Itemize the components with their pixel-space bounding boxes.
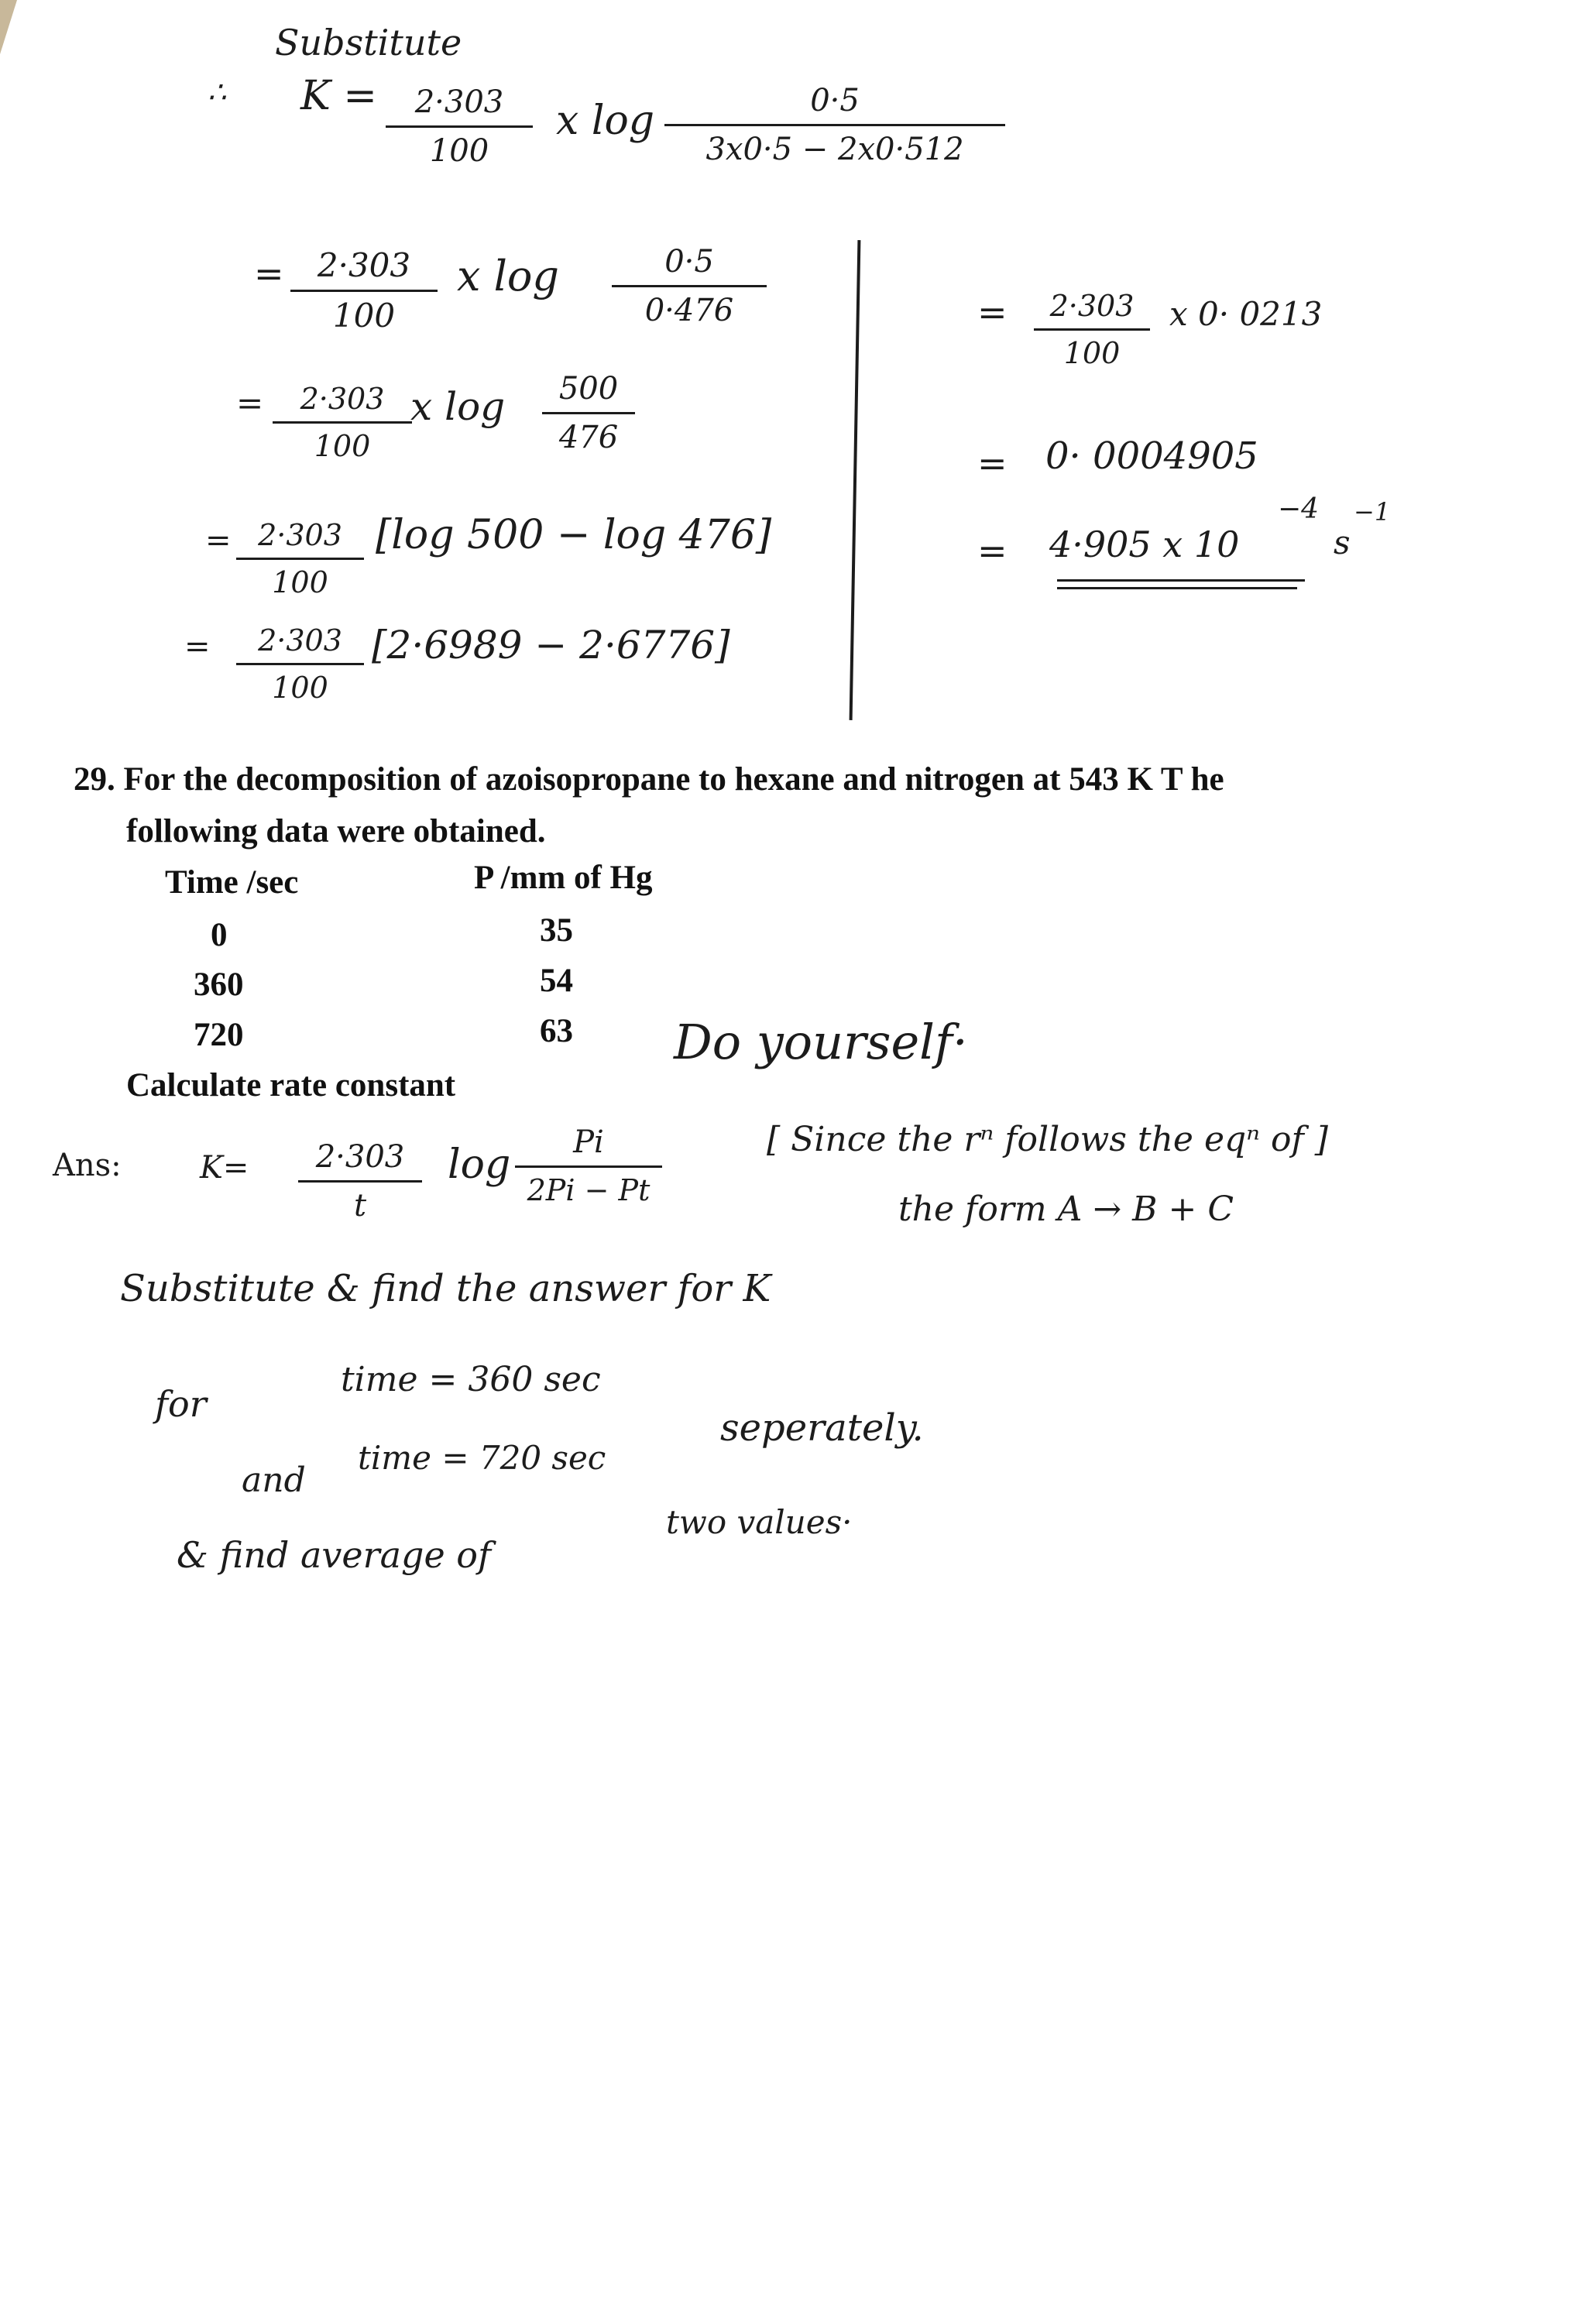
result-3-unit-exponent: −1 xyxy=(1354,497,1391,527)
step-3-numerator: 2·303 xyxy=(300,382,385,416)
step-3-fraction xyxy=(273,384,412,461)
therefore-symbol: ∴ xyxy=(208,75,227,109)
time-720: time = 720 sec xyxy=(358,1439,606,1477)
step-3-equals: = xyxy=(236,384,264,422)
step-3-log-numerator: 500 xyxy=(558,371,619,407)
table-header-time: Time /sec xyxy=(165,864,299,901)
step-2-numerator: 2·303 xyxy=(317,246,411,284)
result-3-value: 4·905 x 10 xyxy=(1049,524,1240,565)
step-5-numerator: 2·303 xyxy=(258,623,342,657)
table-time-0: 0 xyxy=(211,917,228,953)
question-line-1: 29. For the decomposition of azoisopropane to hexane and nitrogen at 543 K T he xyxy=(74,761,1224,798)
step-4-fraction xyxy=(236,520,364,597)
step-5-denominator: 100 xyxy=(272,671,328,705)
since-note-line-2: the form A → B + C xyxy=(898,1189,1234,1229)
result-underline-2 xyxy=(1057,587,1297,589)
step-2-denominator: 100 xyxy=(332,297,396,335)
and-word: and xyxy=(242,1461,306,1500)
log-fraction-1-numerator: 0·5 xyxy=(810,83,860,118)
two-values: two values· xyxy=(666,1503,853,1541)
step-5-equals: = xyxy=(184,629,211,664)
result-2-equals: = xyxy=(977,442,1008,484)
fraction-1-denominator: 100 xyxy=(429,133,489,169)
answer-log-numerator: Pi xyxy=(573,1124,604,1160)
since-note-line-1: [ Since the rⁿ follows the eqⁿ of ] xyxy=(767,1120,1328,1159)
vertical-divider xyxy=(850,240,861,720)
result-1-equals: = xyxy=(977,291,1008,333)
step-4-expression: [log 500 − log 476] xyxy=(376,512,772,558)
table-pressure-2: 63 xyxy=(540,1013,573,1049)
step-4-denominator: 100 xyxy=(272,565,328,599)
do-yourself-note: Do yourself· xyxy=(674,1014,968,1070)
answer-k-denominator: t xyxy=(353,1188,367,1224)
result-3-exponent: −4 xyxy=(1278,493,1320,525)
step-2-log-denominator: 0·476 xyxy=(644,293,734,328)
log-fraction-1 xyxy=(664,85,1005,165)
table-header-pressure: P /mm of Hg xyxy=(474,860,653,896)
answer-log-denominator: 2Pi − Pt xyxy=(527,1173,651,1207)
question-line-2: following data were obtained. xyxy=(126,813,546,850)
answer-log: log xyxy=(448,1141,511,1188)
fraction-1-numerator: 2·303 xyxy=(414,84,504,120)
fraction-1 xyxy=(386,84,533,169)
result-3-unit: s xyxy=(1334,524,1351,561)
step-3-log-denominator: 476 xyxy=(558,420,619,455)
step-4-numerator: 2·303 xyxy=(258,518,342,552)
answer-k-fraction xyxy=(298,1139,422,1224)
step-2-fraction xyxy=(290,246,438,335)
result-underline-1 xyxy=(1057,579,1305,582)
step-2-log-fraction xyxy=(612,246,767,326)
result-3-equals: = xyxy=(977,530,1008,572)
step-3-denominator: 100 xyxy=(314,429,371,463)
table-pressure-1: 54 xyxy=(540,963,573,999)
step-2-times-log: x log xyxy=(457,252,559,300)
page-corner-shadow xyxy=(0,0,17,54)
step-2-equals: = xyxy=(254,252,284,294)
times-log-1: x log xyxy=(556,98,655,144)
question-task: Calculate rate constant xyxy=(126,1067,456,1104)
table-pressure-0: 35 xyxy=(540,912,573,949)
step-5-expression: [2·6989 − 2·6776] xyxy=(372,623,730,668)
answer-k-equals: K= xyxy=(200,1150,249,1186)
ans-label: Ans: xyxy=(53,1148,122,1183)
table-time-2: 720 xyxy=(194,1017,244,1053)
result-2-value: 0· 0004905 xyxy=(1045,434,1258,478)
log-fraction-1-denominator: 3x0·5 − 2x0·512 xyxy=(705,132,964,167)
step-2-log-numerator: 0·5 xyxy=(664,244,714,280)
average-line: & find average of xyxy=(177,1534,492,1576)
answer-log-fraction xyxy=(515,1124,662,1207)
substitute-line: Substitute & find the answer for K xyxy=(120,1267,771,1310)
seperately-word: seperately. xyxy=(720,1406,924,1450)
for-word: for xyxy=(155,1383,207,1425)
result-1-denominator: 100 xyxy=(1063,336,1121,370)
result-1-times: x 0· 0213 xyxy=(1169,295,1323,333)
step-3-log-fraction xyxy=(542,373,635,453)
substitute-heading: Substitute xyxy=(275,22,462,64)
step-5-fraction xyxy=(236,623,364,705)
result-1-numerator: 2·303 xyxy=(1049,289,1135,323)
time-360: time = 360 sec xyxy=(341,1360,601,1399)
result-1-fraction xyxy=(1034,291,1150,368)
k-equals-1: K = xyxy=(300,73,377,119)
table-time-1: 360 xyxy=(194,966,244,1003)
step-4-equals: = xyxy=(205,523,232,558)
step-3-times-log: x log xyxy=(410,384,506,429)
answer-k-numerator: 2·303 xyxy=(315,1139,405,1175)
